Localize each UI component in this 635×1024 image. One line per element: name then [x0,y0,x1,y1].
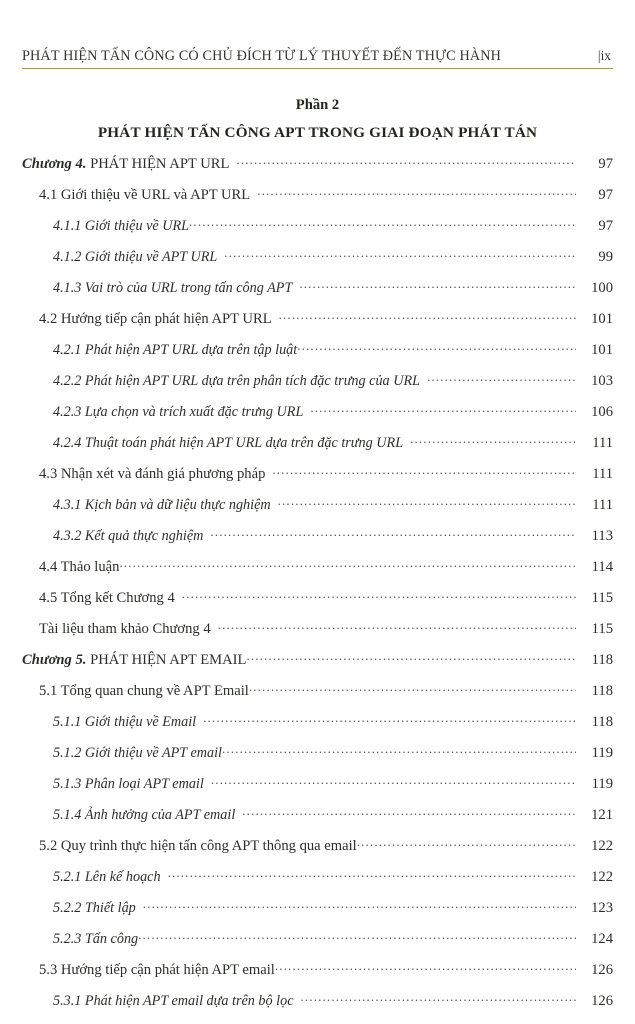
toc-entry-label: Tài liệu tham khảo Chương 4 [39,621,211,637]
toc-dot-leader [310,400,576,416]
toc-entry-label: 4.1.3 Vai trò của URL trong tấn công APT [53,280,293,296]
toc-dot-leader [210,524,576,540]
toc-page-number: 118 [591,714,613,730]
toc-entry-row[interactable] [22,710,613,741]
toc-entry-row[interactable] [22,183,613,214]
toc-entry-label [22,652,246,669]
toc-page-number: 119 [591,776,613,792]
toc-entry-label: 4.4 Thảo luận [39,559,120,575]
toc-entry-row[interactable] [22,865,613,896]
toc-entry-row[interactable] [22,555,613,586]
toc-entry-row[interactable] [22,803,613,834]
toc-page-number: 99 [598,249,613,265]
toc-entry-row[interactable] [22,679,613,710]
toc-page-number: 126 [591,962,613,978]
toc-entry-label: 4.1 Giới thiệu về URL và APT URL [39,187,251,203]
toc-entry-label: 5.1.1 Giới thiệu về Email [53,714,197,730]
toc-entry-label: 5.2.1 Lên kế hoạch [53,869,161,885]
toc-entry-row[interactable] [22,245,613,276]
toc-entry-row[interactable] [22,214,613,245]
toc-page-number: 119 [591,745,613,761]
toc-page-number: 124 [591,931,613,947]
toc-page-number: 97 [598,156,613,172]
toc-entry-row[interactable] [22,369,613,400]
toc-entry-label: 5.2.2 Thiết lập [53,900,136,916]
toc-page-number: 115 [591,621,613,637]
toc-page-number: 114 [591,559,613,575]
toc-dot-leader [272,462,576,478]
toc-entry-label: 5.3 Hướng tiếp cận phát hiện APT email [39,962,275,978]
toc-dot-leader [143,896,576,912]
toc-page-number: 97 [598,218,613,234]
toc-page-number: 123 [591,900,613,916]
toc-entry-row[interactable] [22,617,613,648]
toc-entry-label: 5.1.2 Giới thiệu về APT email [53,745,223,761]
toc-entry-label: 4.3.2 Kết quả thực nghiệm [53,528,204,544]
toc-dot-leader [119,555,576,571]
toc-entry-label: 4.1.2 Giới thiệu về APT URL [53,249,218,265]
toc-entry-row[interactable] [22,834,613,865]
table-of-contents [22,152,613,1020]
toc-chapter-label: Chương 4. [22,156,87,172]
toc-chapter-row[interactable] [22,648,613,679]
toc-dot-leader [357,834,576,850]
toc-entry-label: 5.2 Quy trình thực hiện tấn công APT thông qua email [39,838,357,854]
toc-page-number: 118 [591,683,613,699]
toc-entry-label: 5.3.1 Phát hiện APT email dựa trên bộ lọc [53,993,294,1009]
running-header [22,48,613,76]
toc-entry-row[interactable] [22,927,613,958]
header-divider-rule [22,68,613,69]
toc-entry-label: 4.2.4 Thuật toán phát hiện APT URL dựa trên đặc trưng URL [53,435,404,451]
toc-entry-label: 4.1.1 Giới thiệu về URL [53,218,190,234]
toc-dot-leader [249,679,576,695]
toc-chapter-title: PHÁT HIỆN APT EMAIL [86,652,247,668]
part-label: Phần 2 [295,97,340,113]
toc-entry-row[interactable] [22,338,613,369]
toc-dot-leader [218,617,576,633]
toc-page-number: 111 [592,466,613,482]
toc-entry-label: 4.2.3 Lựa chọn và trích xuất đặc trưng URL [53,404,304,420]
toc-chapter-label: Chương 5. [22,652,87,668]
toc-page-number: 111 [592,435,613,451]
toc-dot-leader [224,245,576,261]
toc-entry-label: 4.2 Hướng tiếp cận phát hiện APT URL [39,311,272,327]
toc-dot-leader [410,431,576,447]
page-folio: |ix [597,48,611,63]
toc-dot-leader [275,958,576,974]
toc-page-number: 122 [591,838,613,854]
toc-page-number: 97 [598,187,613,203]
toc-entry-label: 4.2.2 Phát hiện APT URL dựa trên phân tích đặc trưng của URL [53,373,421,389]
toc-dot-leader [138,927,576,943]
toc-entry-label: 5.2.3 Tấn công [53,931,139,947]
toc-dot-leader [297,338,576,354]
toc-page-number: 111 [592,497,613,513]
toc-dot-leader [211,772,576,788]
running-header-title: PHÁT HIỆN TẤN CÔNG CÓ CHỦ ĐÍCH TỪ LÝ THUYẾT ĐẾN THỰC HÀNH [22,48,502,64]
toc-entry-row[interactable] [22,493,613,524]
toc-dot-leader [301,989,576,1005]
toc-dot-leader [427,369,576,385]
toc-page-number: 100 [591,280,613,296]
toc-dot-leader [257,183,576,199]
toc-entry-row[interactable] [22,307,613,338]
toc-page-number: 106 [591,404,613,420]
toc-entry-label: 5.1 Tổng quan chung về APT Email [39,683,249,699]
toc-page-number: 115 [591,590,613,606]
toc-page-number: 126 [591,993,613,1009]
part-title: PHÁT HIỆN TẤN CÔNG APT TRONG GIAI ĐOẠN PHÁT TÁN [97,124,538,142]
toc-dot-leader [182,586,576,602]
toc-entry-row[interactable] [22,772,613,803]
toc-entry-label: 5.1.3 Phân loại APT email [53,776,204,792]
toc-entry-row[interactable] [22,276,613,307]
toc-entry-label: 5.1.4 Ảnh hưởng của APT email [53,807,236,823]
toc-entry-row[interactable] [22,896,613,927]
toc-dot-leader [299,276,576,292]
toc-entry-row[interactable] [22,989,613,1020]
toc-page-number: 113 [591,528,613,544]
toc-dot-leader [236,152,576,168]
toc-page-number: 118 [591,652,613,668]
toc-entry-row[interactable] [22,958,613,989]
toc-dot-leader [242,803,576,819]
toc-entry-row[interactable] [22,431,613,462]
toc-entry-row[interactable] [22,462,613,493]
toc-entry-row[interactable] [22,586,613,617]
toc-dot-leader [246,648,576,664]
toc-page-number: 103 [591,373,613,389]
toc-chapter-row[interactable] [22,152,613,183]
toc-dot-leader [278,493,576,509]
toc-page-number: 121 [591,807,613,823]
toc-entry-row[interactable] [22,741,613,772]
toc-entry-label: 4.2.1 Phát hiện APT URL dựa trên tập luật [53,342,298,358]
toc-dot-leader [222,741,576,757]
toc-page-number: 101 [591,342,613,358]
toc-entry-label: 4.3 Nhận xét và đánh giá phương pháp [39,466,266,482]
toc-entry-label: 4.3.1 Kịch bản và dữ liệu thực nghiệm [53,497,271,513]
toc-entry-label [22,156,229,173]
running-header-row [22,48,613,68]
toc-dot-leader [279,307,576,323]
toc-dot-leader [203,710,576,726]
toc-chapter-title: PHÁT HIỆN APT URL [86,156,230,172]
toc-entry-row[interactable] [22,524,613,555]
toc-dot-leader [189,214,576,230]
toc-entry-row[interactable] [22,400,613,431]
toc-dot-leader [168,865,576,881]
toc-entry-label: 4.5 Tổng kết Chương 4 [39,590,175,606]
toc-page-number: 101 [591,311,613,327]
toc-page-number: 122 [591,869,613,885]
part-heading-block [22,96,613,142]
